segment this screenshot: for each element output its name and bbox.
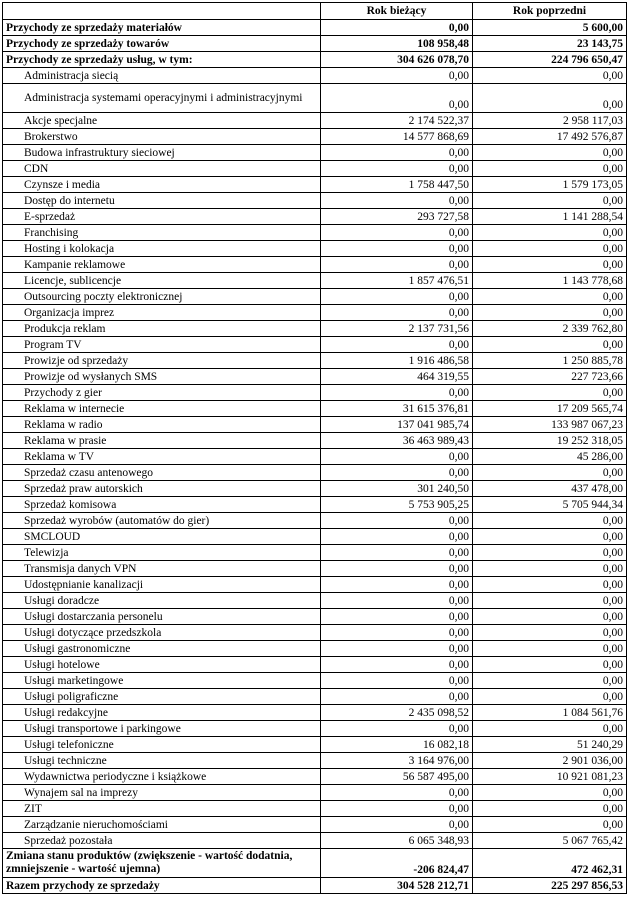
current-year-value: 5 753 905,25	[321, 497, 473, 513]
row-label: Produkcja reklam	[3, 321, 321, 337]
current-year-value: 304 626 078,70	[321, 52, 473, 68]
table-row	[3, 273, 627, 289]
header-previous-year: Rok poprzedni	[473, 3, 627, 20]
previous-year-value: 0,00	[473, 641, 627, 657]
previous-year-value: 2 958 117,03	[473, 113, 627, 129]
current-year-value: 2 174 522,37	[321, 113, 473, 129]
row-label: Hosting i kolokacja	[3, 241, 321, 257]
table-row	[3, 561, 627, 577]
table-row	[3, 737, 627, 753]
table-row	[3, 161, 627, 177]
table-row	[3, 257, 627, 273]
current-year-value: 0,00	[321, 68, 473, 84]
table-row	[3, 577, 627, 593]
current-year-value: 1 857 476,51	[321, 273, 473, 289]
current-year-value: 137 041 985,74	[321, 417, 473, 433]
row-label: Sprzedaż wyrobów (automatów do gier)	[3, 513, 321, 529]
table-row	[3, 753, 627, 769]
previous-year-value: 0,00	[473, 84, 627, 113]
table-row	[3, 84, 627, 113]
previous-year-value: 0,00	[473, 465, 627, 481]
current-year-value: 0,00	[321, 465, 473, 481]
table-row	[3, 385, 627, 401]
table-row	[3, 417, 627, 433]
row-label: Reklama w prasie	[3, 433, 321, 449]
current-year-value: 0,00	[321, 20, 473, 36]
table-row	[3, 209, 627, 225]
row-label: Organizacja imprez	[3, 305, 321, 321]
row-label: Brokerstwo	[3, 129, 321, 145]
current-year-value: 0,00	[321, 145, 473, 161]
previous-year-value: 0,00	[473, 289, 627, 305]
current-year-value: 0,00	[321, 593, 473, 609]
table-row	[3, 721, 627, 737]
table-row	[3, 145, 627, 161]
row-label: Przychody z gier	[3, 385, 321, 401]
table-row	[3, 769, 627, 785]
row-label: Administracja siecią	[3, 68, 321, 84]
row-label: Usługi dotyczące przedszkola	[3, 625, 321, 641]
previous-year-value: 224 796 650,47	[473, 52, 627, 68]
table-row	[3, 36, 627, 52]
previous-year-value: 17 492 576,87	[473, 129, 627, 145]
current-year-value: 0,00	[321, 161, 473, 177]
header-label	[3, 3, 321, 20]
previous-year-value: 17 209 565,74	[473, 401, 627, 417]
previous-year-value: 10 921 081,23	[473, 769, 627, 785]
current-year-value: 0,00	[321, 513, 473, 529]
current-year-value: 0,00	[321, 193, 473, 209]
row-label: Sprzedaż praw autorskich	[3, 481, 321, 497]
row-label: Program TV	[3, 337, 321, 353]
row-label: ZIT	[3, 801, 321, 817]
row-label: Razem przychody ze sprzedaży	[3, 878, 321, 894]
table-row	[3, 833, 627, 849]
current-year-value: 0,00	[321, 577, 473, 593]
row-label: Udostępnianie kanalizacji	[3, 577, 321, 593]
row-label: Wydawnictwa periodyczne i książkowe	[3, 769, 321, 785]
previous-year-value: 1 141 288,54	[473, 209, 627, 225]
previous-year-value: 0,00	[473, 785, 627, 801]
current-year-value: 464 319,55	[321, 369, 473, 385]
previous-year-value: 227 723,66	[473, 369, 627, 385]
table-row	[3, 433, 627, 449]
row-label: Prowizje od sprzedaży	[3, 353, 321, 369]
current-year-value: 0,00	[321, 817, 473, 833]
row-label: Usługi telefoniczne	[3, 737, 321, 753]
current-year-value: 1 758 447,50	[321, 177, 473, 193]
row-label: Usługi doradcze	[3, 593, 321, 609]
table-row	[3, 289, 627, 305]
row-label: Licencje, sublicencje	[3, 273, 321, 289]
current-year-value: 293 727,58	[321, 209, 473, 225]
table-row	[3, 705, 627, 721]
current-year-value: 0,00	[321, 689, 473, 705]
row-label: Prowizje od wysłanych SMS	[3, 369, 321, 385]
current-year-value: 0,00	[321, 225, 473, 241]
table-row	[3, 321, 627, 337]
previous-year-value: 0,00	[473, 305, 627, 321]
table-row	[3, 113, 627, 129]
row-label: Akcje specjalne	[3, 113, 321, 129]
previous-year-value: 0,00	[473, 337, 627, 353]
previous-year-value: 0,00	[473, 609, 627, 625]
current-year-value: 0,00	[321, 385, 473, 401]
current-year-value: 6 065 348,93	[321, 833, 473, 849]
current-year-value: 0,00	[321, 625, 473, 641]
current-year-value: 14 577 868,69	[321, 129, 473, 145]
row-label: Wynajem sal na imprezy	[3, 785, 321, 801]
table-row	[3, 68, 627, 84]
current-year-value: 56 587 495,00	[321, 769, 473, 785]
previous-year-value: 0,00	[473, 593, 627, 609]
table-row	[3, 625, 627, 641]
previous-year-value: 0,00	[473, 625, 627, 641]
previous-year-value: 1 143 778,68	[473, 273, 627, 289]
table-row	[3, 641, 627, 657]
row-label: Usługi redakcyjne	[3, 705, 321, 721]
current-year-value: 0,00	[321, 801, 473, 817]
table-row	[3, 353, 627, 369]
current-year-value: 31 615 376,81	[321, 401, 473, 417]
current-year-value: 0,00	[321, 449, 473, 465]
previous-year-value: 1 579 173,05	[473, 177, 627, 193]
table-row	[3, 689, 627, 705]
table-row	[3, 20, 627, 36]
row-label: CDN	[3, 161, 321, 177]
current-year-value: 0,00	[321, 641, 473, 657]
table-row	[3, 593, 627, 609]
current-year-value: 0,00	[321, 529, 473, 545]
row-label: Usługi dostarczania personelu	[3, 609, 321, 625]
current-year-value: 0,00	[321, 561, 473, 577]
current-year-value: 0,00	[321, 609, 473, 625]
row-label: Przychody ze sprzedaży materiałów	[3, 20, 321, 36]
row-label: Czynsze i media	[3, 177, 321, 193]
previous-year-value: 225 297 856,53	[473, 878, 627, 894]
current-year-value: 0,00	[321, 721, 473, 737]
row-label: Reklama w internecie	[3, 401, 321, 417]
previous-year-value: 0,00	[473, 241, 627, 257]
current-year-value: 2 435 098,52	[321, 705, 473, 721]
previous-year-value: 472 462,31	[473, 849, 627, 878]
previous-year-value: 0,00	[473, 545, 627, 561]
previous-year-value: 23 143,75	[473, 36, 627, 52]
table-row	[3, 878, 627, 894]
table-row	[3, 449, 627, 465]
row-label: Usługi transportowe i parkingowe	[3, 721, 321, 737]
previous-year-value: 5 600,00	[473, 20, 627, 36]
previous-year-value: 5 067 765,42	[473, 833, 627, 849]
table-row	[3, 497, 627, 513]
table-row	[3, 52, 627, 68]
header-current-year: Rok bieżący	[321, 3, 473, 20]
current-year-value: 301 240,50	[321, 481, 473, 497]
table-row	[3, 529, 627, 545]
row-label: Franchising	[3, 225, 321, 241]
row-label: Sprzedaż komisowa	[3, 497, 321, 513]
row-label: Sprzedaż czasu antenowego	[3, 465, 321, 481]
previous-year-value: 0,00	[473, 561, 627, 577]
previous-year-value: 1 250 885,78	[473, 353, 627, 369]
table-row	[3, 785, 627, 801]
previous-year-value: 0,00	[473, 257, 627, 273]
table-row	[3, 481, 627, 497]
row-label: Usługi marketingowe	[3, 673, 321, 689]
table-row	[3, 369, 627, 385]
previous-year-value: 437 478,00	[473, 481, 627, 497]
row-label: Przychody ze sprzedaży towarów	[3, 36, 321, 52]
table-row	[3, 305, 627, 321]
current-year-value: 3 164 976,00	[321, 753, 473, 769]
row-label: Outsourcing poczty elektronicznej	[3, 289, 321, 305]
current-year-value: 304 528 212,71	[321, 878, 473, 894]
previous-year-value: 0,00	[473, 68, 627, 84]
previous-year-value: 0,00	[473, 161, 627, 177]
table-row	[3, 673, 627, 689]
table-body	[3, 20, 627, 894]
previous-year-value: 0,00	[473, 689, 627, 705]
previous-year-value: 0,00	[473, 577, 627, 593]
previous-year-value: 0,00	[473, 225, 627, 241]
table-row	[3, 193, 627, 209]
previous-year-value: 0,00	[473, 721, 627, 737]
current-year-value: 108 958,48	[321, 36, 473, 52]
row-label: Kampanie reklamowe	[3, 257, 321, 273]
row-label: Budowa infrastruktury sieciowej	[3, 145, 321, 161]
previous-year-value: 133 987 067,23	[473, 417, 627, 433]
current-year-value: 0,00	[321, 337, 473, 353]
current-year-value: 0,00	[321, 241, 473, 257]
row-label: Transmisja danych VPN	[3, 561, 321, 577]
previous-year-value: 0,00	[473, 657, 627, 673]
current-year-value: 0,00	[321, 257, 473, 273]
row-label: Przychody ze sprzedaży usług, w tym:	[3, 52, 321, 68]
row-label: Reklama w TV	[3, 449, 321, 465]
row-label: Telewizja	[3, 545, 321, 561]
current-year-value: 2 137 731,56	[321, 321, 473, 337]
row-label: Zarządzanie nieruchomościami	[3, 817, 321, 833]
header-row	[3, 3, 627, 20]
previous-year-value: 0,00	[473, 513, 627, 529]
previous-year-value: 2 339 762,80	[473, 321, 627, 337]
table-row	[3, 609, 627, 625]
table-row	[3, 465, 627, 481]
row-label: Usługi poligraficzne	[3, 689, 321, 705]
row-label: SMCLOUD	[3, 529, 321, 545]
previous-year-value: 51 240,29	[473, 737, 627, 753]
row-label: Usługi hotelowe	[3, 657, 321, 673]
table-row	[3, 849, 627, 878]
previous-year-value: 0,00	[473, 193, 627, 209]
previous-year-value: 2 901 036,00	[473, 753, 627, 769]
table-row	[3, 177, 627, 193]
row-label: Sprzedaż pozostała	[3, 833, 321, 849]
table-row	[3, 545, 627, 561]
previous-year-value: 0,00	[473, 529, 627, 545]
row-label: E-sprzedaż	[3, 209, 321, 225]
current-year-value: -206 824,47	[321, 849, 473, 878]
previous-year-value: 19 252 318,05	[473, 433, 627, 449]
revenue-table	[2, 2, 627, 894]
previous-year-value: 5 705 944,34	[473, 497, 627, 513]
current-year-value: 36 463 989,43	[321, 433, 473, 449]
table-row	[3, 657, 627, 673]
previous-year-value: 0,00	[473, 801, 627, 817]
current-year-value: 0,00	[321, 84, 473, 113]
table-row	[3, 401, 627, 417]
previous-year-value: 0,00	[473, 145, 627, 161]
table-row	[3, 129, 627, 145]
table-row	[3, 513, 627, 529]
current-year-value: 0,00	[321, 673, 473, 689]
current-year-value: 0,00	[321, 305, 473, 321]
previous-year-value: 0,00	[473, 673, 627, 689]
previous-year-value: 45 286,00	[473, 449, 627, 465]
row-label: Usługi techniczne	[3, 753, 321, 769]
current-year-value: 1 916 486,58	[321, 353, 473, 369]
previous-year-value: 0,00	[473, 385, 627, 401]
row-label: Zmiana stanu produktów (zwiększenie - wartość dodatnia, zmniejszenie - wartość ujemna)	[3, 849, 321, 878]
current-year-value: 0,00	[321, 289, 473, 305]
table-row	[3, 225, 627, 241]
table-row	[3, 241, 627, 257]
current-year-value: 0,00	[321, 657, 473, 673]
current-year-value: 16 082,18	[321, 737, 473, 753]
previous-year-value: 0,00	[473, 817, 627, 833]
row-label: Reklama w radio	[3, 417, 321, 433]
table-row	[3, 817, 627, 833]
table-row	[3, 801, 627, 817]
table-row	[3, 337, 627, 353]
row-label: Dostęp do internetu	[3, 193, 321, 209]
row-label: Usługi gastronomiczne	[3, 641, 321, 657]
previous-year-value: 1 084 561,76	[473, 705, 627, 721]
row-label: Administracja systemami operacyjnymi i administracyjnymi	[3, 84, 321, 113]
current-year-value: 0,00	[321, 545, 473, 561]
current-year-value: 0,00	[321, 785, 473, 801]
